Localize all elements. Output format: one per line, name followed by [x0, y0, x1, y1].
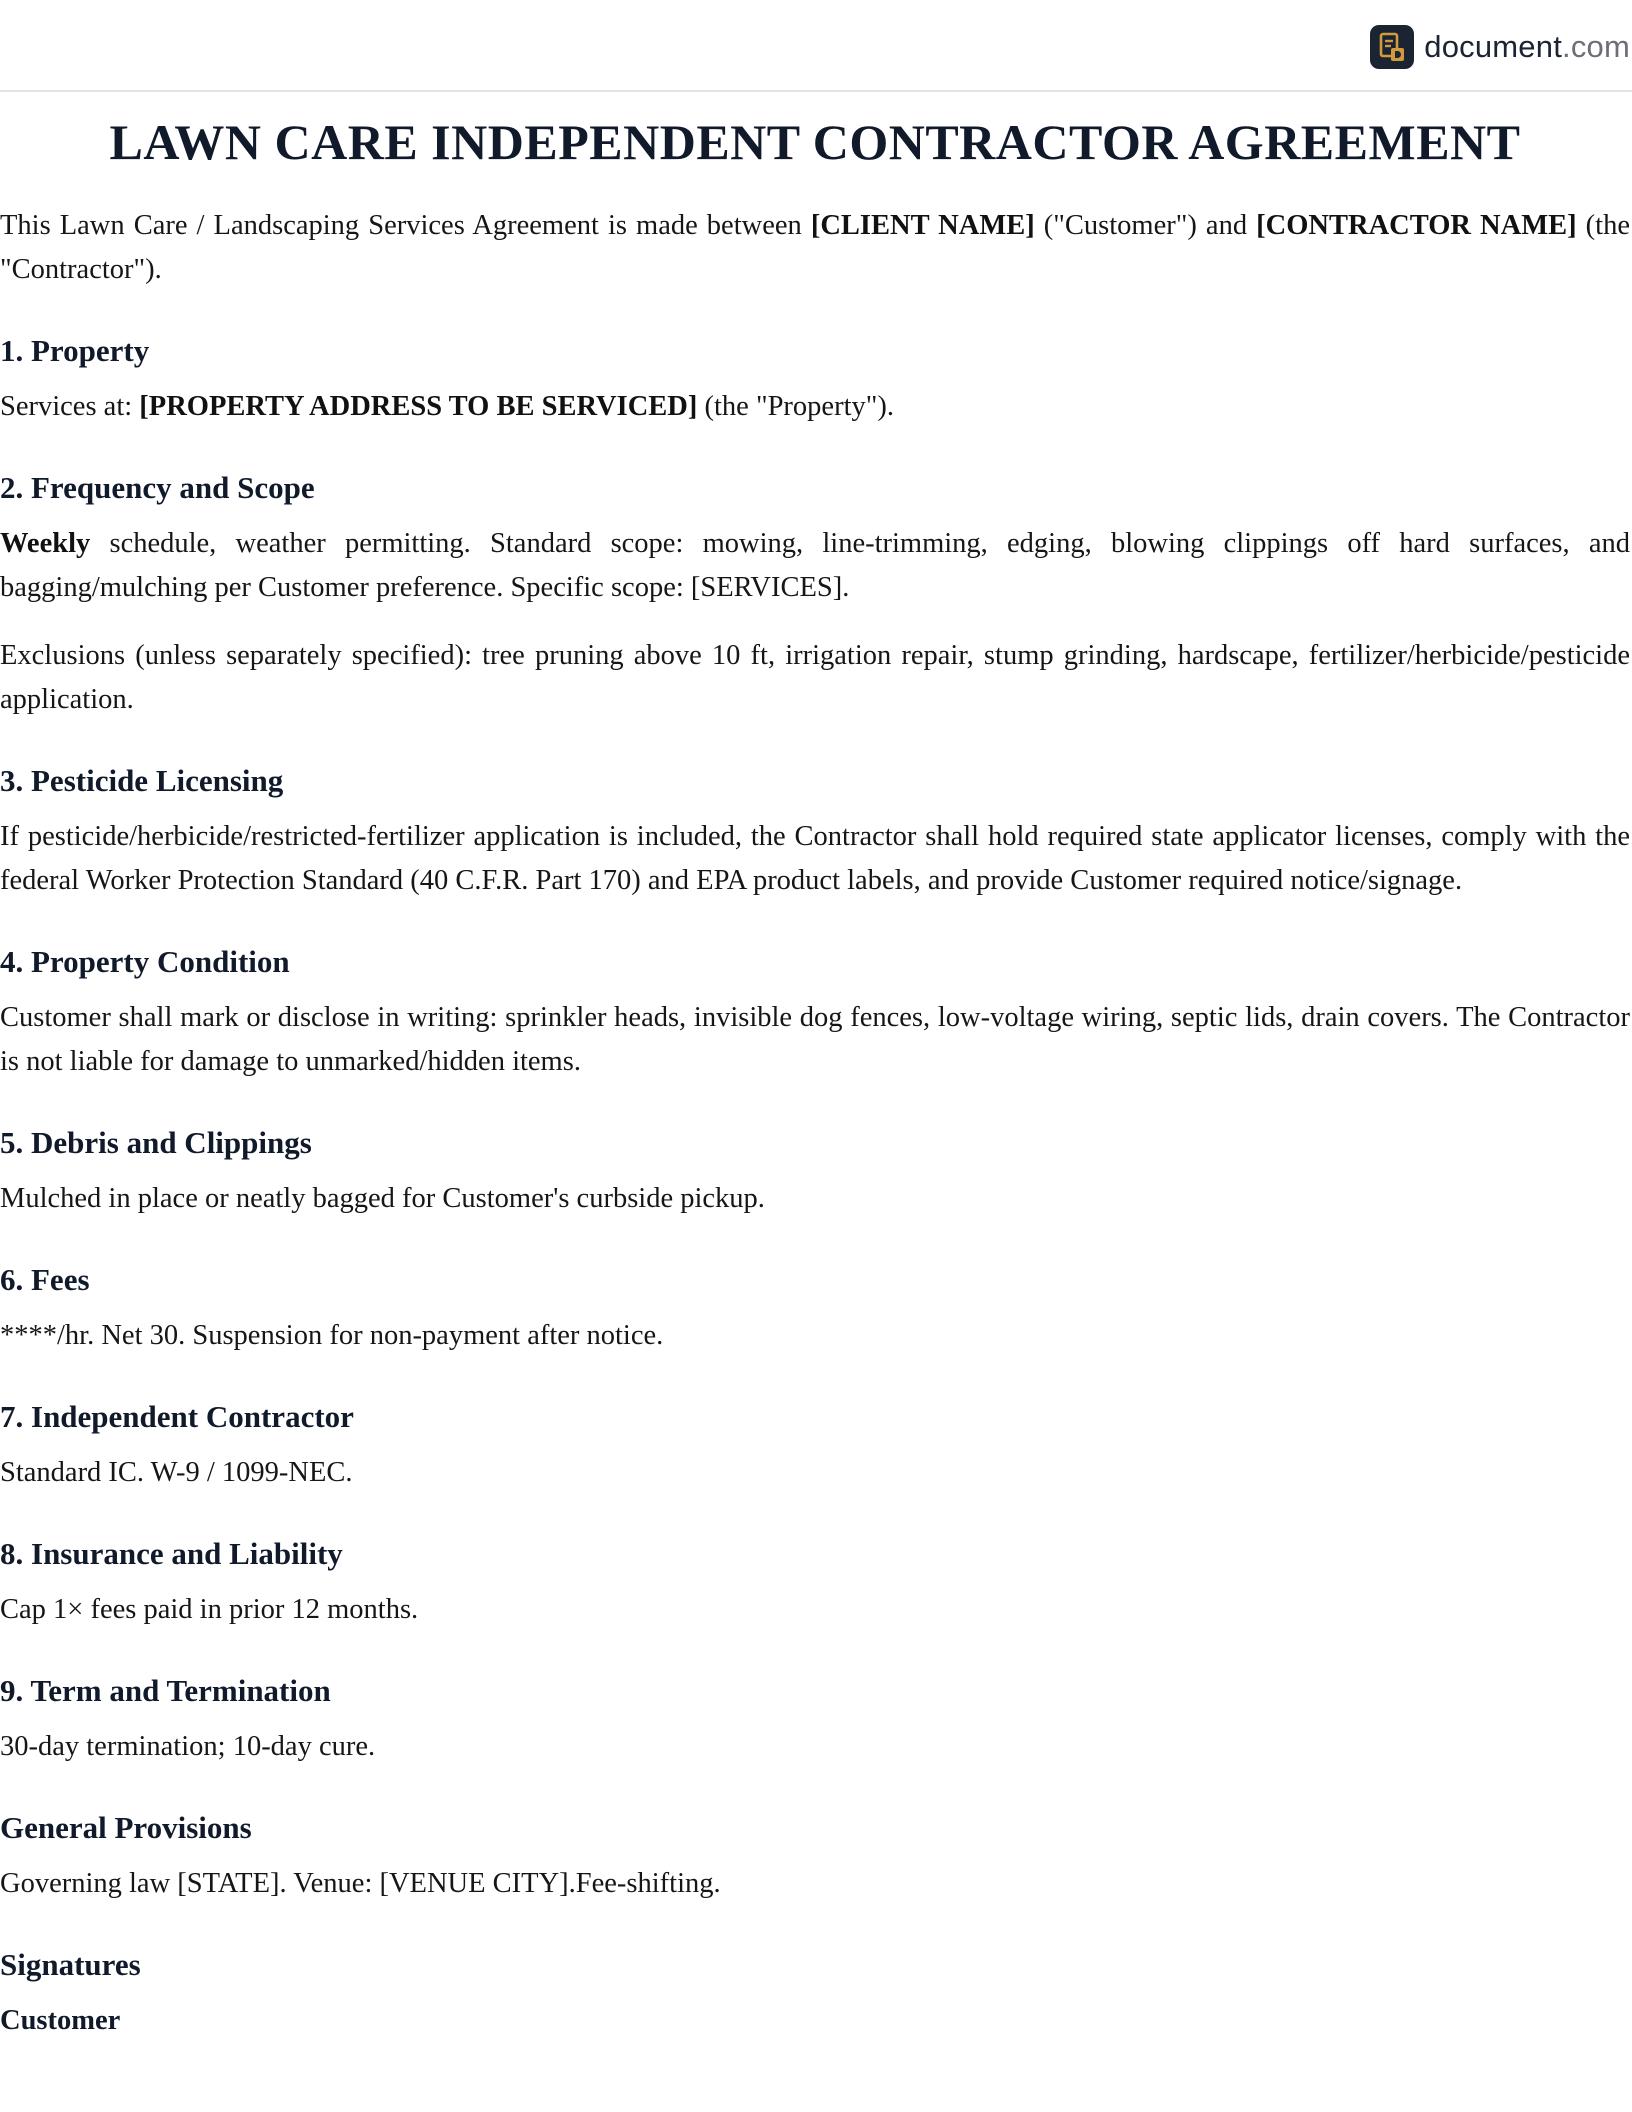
section-heading-general: General Provisions — [0, 1810, 252, 1845]
brand-name: document.com — [1424, 29, 1630, 64]
top-bar — [0, 0, 1632, 92]
section-text-general: Governing law [STATE]. Venue: [VENUE CITY].Fee-shifting. — [0, 1868, 721, 1899]
section-heading-property: 1. Property — [0, 333, 150, 368]
section-heading-fees: 6. Fees — [0, 1262, 90, 1297]
contractor-name-placeholder: [CONTRACTOR NAME] — [1256, 210, 1577, 241]
section-heading-debris: 5. Debris and Clippings — [0, 1125, 312, 1160]
section-heading-signatures: Signatures — [0, 1947, 141, 1982]
section-heading-frequency: 2. Frequency and Scope — [0, 470, 315, 505]
property-address-placeholder: [PROPERTY ADDRESS TO BE SERVICED] — [139, 391, 698, 422]
client-name-placeholder: [CLIENT NAME] — [810, 210, 1035, 241]
brand-logo[interactable] — [1370, 24, 1630, 70]
document-logo-icon — [1370, 25, 1414, 69]
section-heading-insurance: 8. Insurance and Liability — [0, 1536, 343, 1571]
section-text-exclusions: Exclusions (unless separately specified): tree pruning above 10 ft, irrigation repair, stump grinding, hardscape, fertilizer/herbicide/pesticide application. — [0, 640, 1630, 715]
section-text-term: 30-day termination; 10-day cure. — [0, 1731, 376, 1762]
signature-customer-label: Customer — [0, 2005, 121, 2036]
section-text-insurance: Cap 1× fees paid in prior 12 months. — [0, 1594, 419, 1625]
section-heading-property-condition: 4. Property Condition — [0, 944, 290, 979]
document-title: LAWN CARE INDEPENDENT CONTRACTOR AGREEMENT — [109, 114, 1521, 170]
section-text-pesticide: If pesticide/herbicide/restricted-fertilizer application is included, the Contractor shall hold required state applicator licenses, comply with the federal Worker Protection Standard (40 C.F.R. Part 170) and EPA product labels, and provide Customer required notice/signage. — [0, 821, 1630, 896]
section-text-frequency-scope: Weekly schedule, weather permitting. Standard scope: mowing, line-trimming, edging, blowing clippings off hard surfaces, and bagging/mulching per Customer preference. Specific scope: [SERVICES]. — [0, 528, 1630, 603]
section-text-debris: Mulched in place or neatly bagged for Customer's curbside pickup. — [0, 1183, 765, 1214]
section-heading-term: 9. Term and Termination — [0, 1673, 331, 1708]
document-content — [0, 92, 1632, 2043]
section-heading-independent-contractor: 7. Independent Contractor — [0, 1399, 354, 1434]
intro-paragraph: This Lawn Care / Landscaping Services Agreement is made between [CLIENT NAME] ("Customer") and [CONTRACTOR NAME] (the "Contractor"). — [0, 210, 1630, 285]
section-heading-pesticide: 3. Pesticide Licensing — [0, 763, 284, 798]
section-text-property-condition: Customer shall mark or disclose in writing: sprinkler heads, invisible dog fences, low-voltage wiring, septic lids, drain covers. The Contractor is not liable for damage to unmarked/hidden items. — [0, 1002, 1630, 1077]
section-text-fees: ****/hr. Net 30. Suspension for non-payment after notice. — [0, 1320, 664, 1351]
section-text-property: Services at: [PROPERTY ADDRESS TO BE SERVICED] (the "Property"). — [0, 391, 894, 422]
section-text-independent-contractor: Standard IC. W-9 / 1099-NEC. — [0, 1457, 353, 1488]
